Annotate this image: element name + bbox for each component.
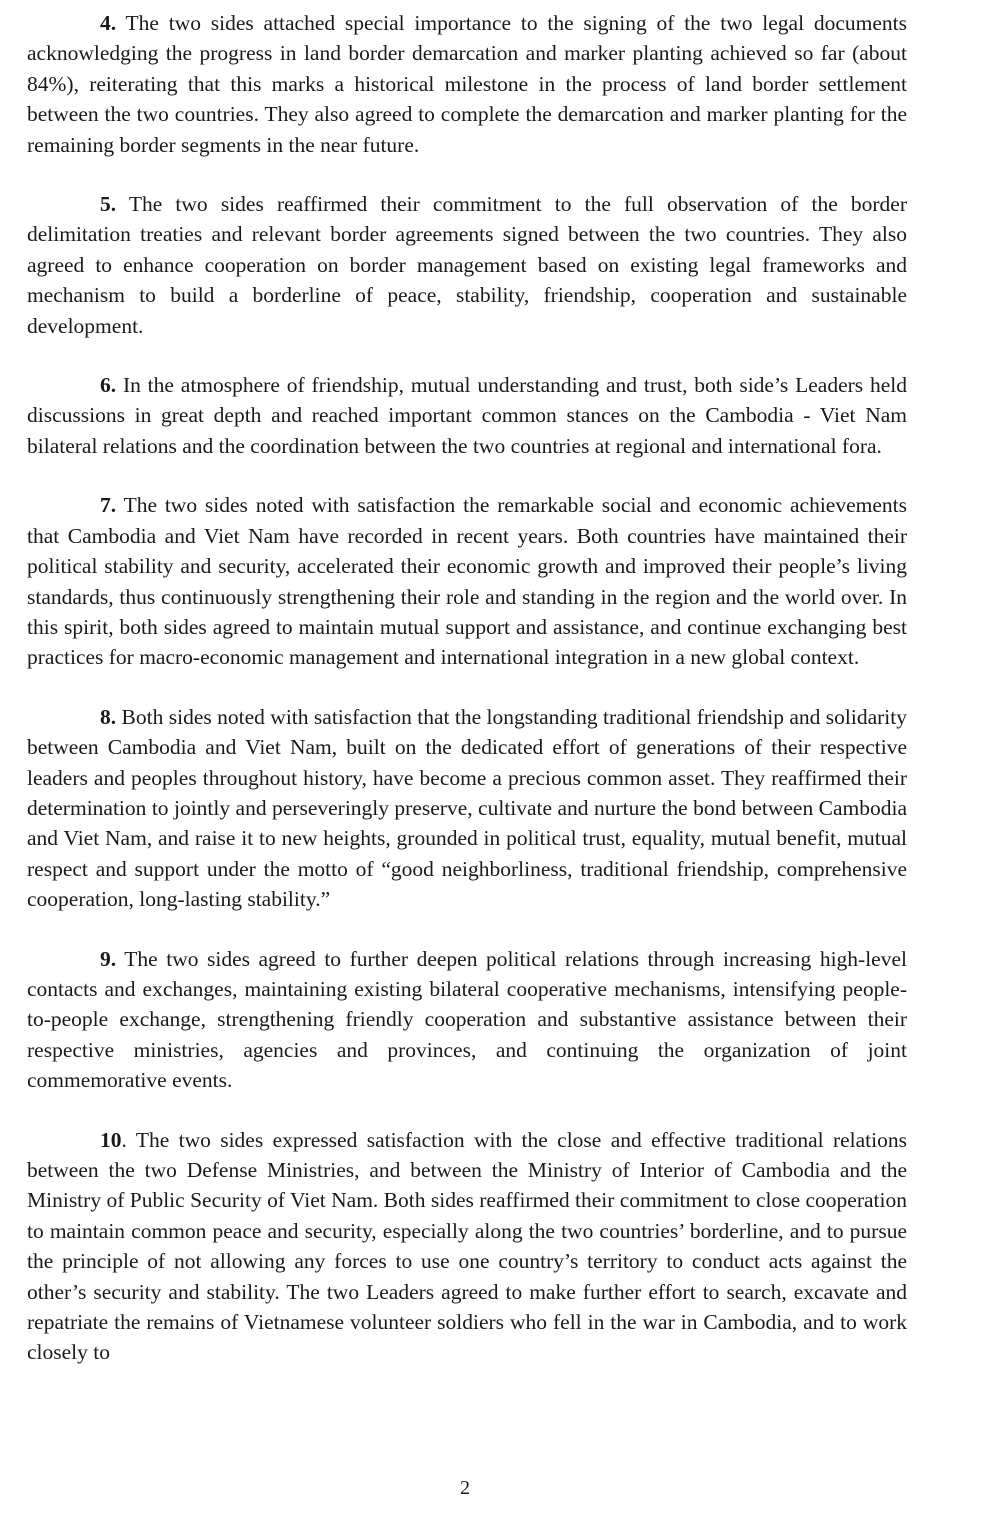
paragraph-4	[27, 8, 907, 160]
paragraph-7	[27, 490, 907, 672]
paragraph-number: 5.	[100, 192, 117, 217]
paragraph-text: . The two sides expressed satisfaction with the close and effective traditional relations between the two Defense Ministries, and between the Ministry of Interior of Cambodia and the Ministry of Public Security of Viet Nam. Both sides reaffirmed their commitment to close cooperation to maintain common peace and security, especially along the two countries’ borderline, and to pursue the principle of not allowing any forces to use one country’s territory to conduct acts against the other’s security and stability. The two Leaders agreed to make further effort to search, excavate and repatriate the remains of Vietnamese volunteer soldiers who fell in the war in Cambodia, and to work closely to	[27, 1127, 907, 1365]
document-page	[27, 8, 907, 1397]
paragraph-number: 6.	[100, 373, 117, 398]
paragraph-number: 9.	[100, 946, 117, 971]
paragraph-number: 10	[100, 1127, 122, 1152]
paragraph-9	[27, 944, 907, 1096]
paragraph-10	[27, 1125, 907, 1368]
paragraph-text: The two sides agreed to further deepen political relations through increasing high-level contacts and exchanges, maintaining existing bilateral cooperative mechanisms, intensifying people-to-people exchange, strengthening friendly cooperation and substantive assistance between their respective ministries, agencies and provinces, and continuing the organization of joint commemorative events.	[27, 946, 907, 1093]
paragraph-number: 4.	[100, 11, 117, 35]
paragraph-text: The two sides attached special importance to the signing of the two legal documents acknowledging the progress in land border demarcation and marker planting achieved so far (about 84%), reiterating that this marks a historical milestone in the process of land border settlement between the two countries. They also agreed to complete the demarcation and marker planting for the remaining border segments in the near future.	[27, 11, 907, 157]
paragraph-text: Both sides noted with satisfaction that the longstanding traditional friendship and solidarity between Cambodia and Viet Nam, built on the dedicated effort of generations of their respective leaders and peoples throughout history, have become a precious common asset. They reaffirmed their determination to jointly and perseveringly preserve, cultivate and nurture the bond between Cambodia and Viet Nam, and raise it to new heights, grounded in political trust, equality, mutual benefit, mutual respect and support under the motto of “good neighborliness, traditional friendship, comprehensive cooperation, long-lasting stability.”	[27, 704, 907, 912]
paragraph-text: The two sides reaffirmed their commitment to the full observation of the border delimitation treaties and relevant border agreements signed between the two countries. They also agreed to enhance cooperation on border management based on existing legal frameworks and mechanism to build a borderline of peace, stability, friendship, cooperation and sustainable development.	[27, 192, 907, 338]
paragraph-5	[27, 189, 907, 341]
paragraph-text: The two sides noted with satisfaction the remarkable social and economic achievements that Cambodia and Viet Nam have recorded in recent years. Both countries have maintained their political stability and security, accelerated their economic growth and improved their people’s living standards, thus continuously strengthening their role and standing in the region and the world over. In this spirit, both sides agreed to maintain mutual support and assistance, and continue exchanging best practices for macro-economic management and international integration in a new global context.	[27, 493, 907, 670]
paragraph-6	[27, 370, 907, 461]
paragraph-8	[27, 702, 907, 915]
paragraph-text: In the atmosphere of friendship, mutual understanding and trust, both side’s Leaders held discussions in great depth and reached important common stances on the Cambodia - Viet Nam bilateral relations and the coordination between the two countries at regional and international fora.	[27, 373, 907, 458]
paragraph-number: 7.	[100, 493, 117, 518]
page-number: 2	[460, 1477, 470, 1499]
paragraph-number: 8.	[100, 704, 117, 729]
